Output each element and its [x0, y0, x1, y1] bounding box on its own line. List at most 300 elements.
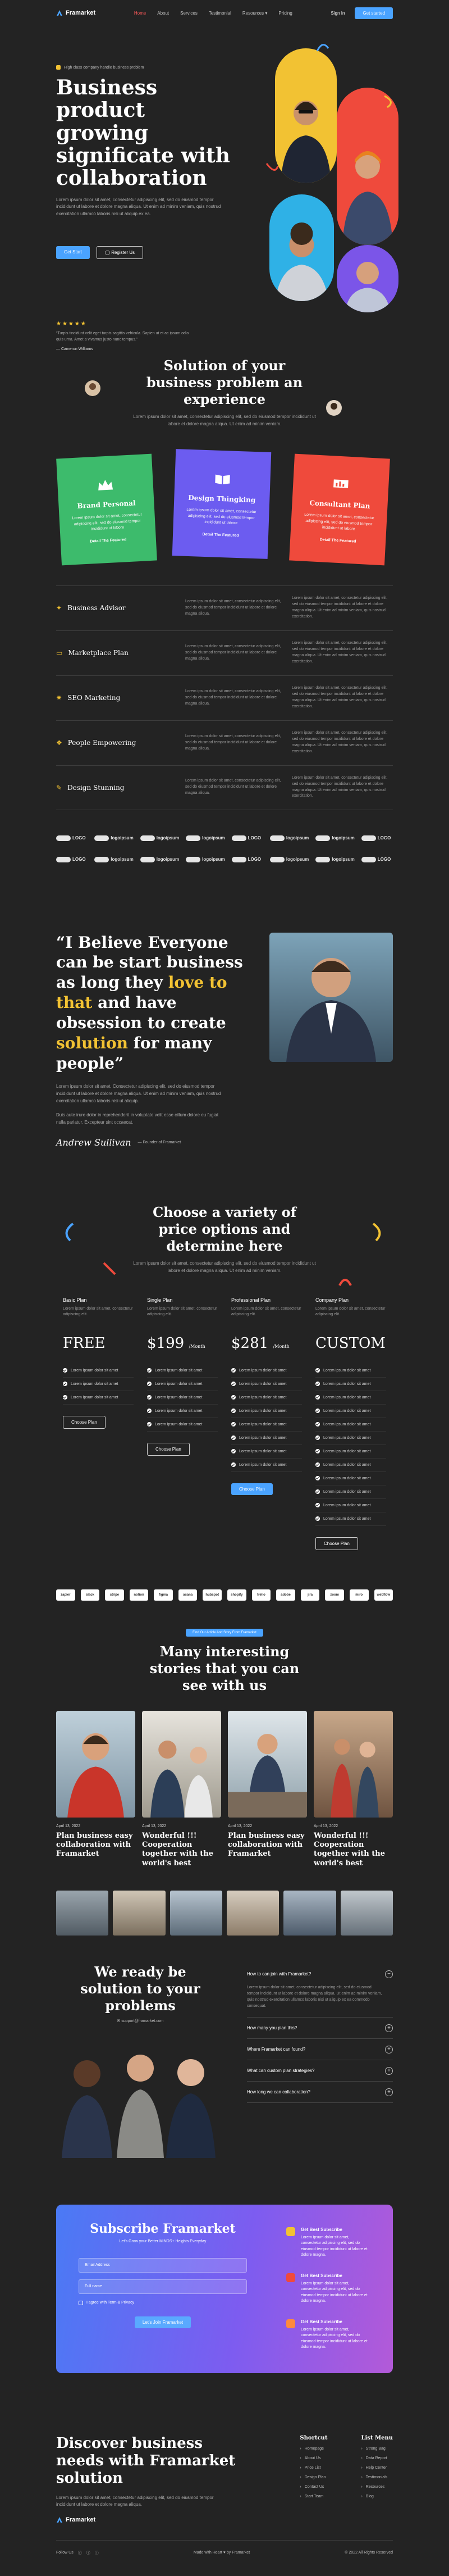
- subscribe-form: [79, 2221, 247, 2356]
- arrow-right-icon: ›: [300, 2494, 301, 2498]
- plan-name: Professional Plan: [231, 1297, 271, 1303]
- logo-text: LOGO: [377, 857, 391, 862]
- footer: [0, 2435, 449, 2576]
- feature-label: Lorem ipsum dolor sit amet: [239, 1409, 287, 1413]
- partner-logo: [94, 833, 133, 844]
- footer-link[interactable]: [361, 2447, 393, 2451]
- check-icon: [315, 1409, 320, 1413]
- feature-label: Lorem ipsum dolor sit amet: [239, 1368, 287, 1373]
- check-icon: [147, 1422, 152, 1426]
- arrow-right-icon: ›: [361, 2465, 363, 2470]
- feature-list: [0, 585, 449, 865]
- integration-badge: stripe: [105, 1589, 124, 1601]
- minus-icon: −: [385, 1970, 393, 1978]
- feature-name-label: People Empowering: [67, 739, 136, 747]
- footer-link-label: Start Team: [304, 2494, 324, 2498]
- plan-desc: Lorem ipsum dolor sit amet, consectetur adipiscing elit.: [63, 1306, 133, 1317]
- blog-title-link[interactable]: Wonderful !!! Cooperation together with the world's best: [314, 1831, 385, 1868]
- logo-mark-icon: [140, 857, 155, 862]
- card-cta-link[interactable]: Detail The Featured: [202, 531, 239, 538]
- plan-basic: [56, 1297, 140, 1550]
- faq-question-text: What can custom plan strategies?: [247, 2068, 315, 2074]
- man-beanie-photo: [337, 138, 398, 245]
- footer-link[interactable]: [300, 2456, 327, 2460]
- hero-get-start-button[interactable]: Get Start: [56, 246, 90, 259]
- footer-bottom: [56, 2540, 393, 2565]
- plan-feature: [63, 1364, 134, 1378]
- top-navbar: [0, 0, 449, 26]
- blog-title-link[interactable]: Wonderful !!! Cooperation together with the world's best: [142, 1831, 213, 1868]
- feature-name-label: Business Advisor: [67, 604, 126, 612]
- full-name-field[interactable]: [79, 2279, 247, 2294]
- blog-image: [56, 1711, 135, 1818]
- star-badge-icon: ✦: [56, 604, 62, 612]
- nav-item-testimonial[interactable]: Testimonial: [208, 10, 231, 16]
- subscribe-section: [0, 2205, 449, 2373]
- feature-text-a: Lorem ipsum dolor sit amet, consectetur adipiscing elit, sed do eiusmod tempor incididunt ut labore et dolore magna aliqua.: [185, 689, 281, 706]
- plan-price-value: $199: [147, 1334, 185, 1352]
- quote-part: and have obsession to create: [56, 993, 226, 1032]
- feature-name-label: SEO Marketing: [67, 694, 121, 702]
- quote-content: [56, 933, 247, 1148]
- logo-text: logoipsum: [332, 857, 355, 862]
- footer-link[interactable]: [300, 2447, 327, 2451]
- partner-logo: [94, 854, 133, 865]
- logo-mark-icon: [315, 835, 330, 841]
- logo-text: logoipsum: [332, 835, 355, 841]
- plan-feature: [315, 1445, 386, 1459]
- footer-link[interactable]: [300, 2495, 327, 2498]
- office-meeting-photo: [142, 1711, 221, 1818]
- integration-badges: [56, 1589, 393, 1601]
- feature-label: Lorem ipsum dolor sit amet: [323, 1368, 371, 1373]
- footer-about: [56, 2435, 241, 2523]
- benefit-item: [286, 2227, 370, 2259]
- quote-body: Lorem ipsum dolor sit amet. Consectetur adipiscing elit, sed do eiusmod tempor incididunt ut labore et dolore magna aliqua. Ut enim ad minim veniam, quis nostrud exercitation ullamco laboris nisi ut aliquip.: [56, 1084, 221, 1103]
- nav-actions: [331, 7, 393, 19]
- footer-link-label: Contact Us: [304, 2484, 324, 2489]
- logo-mark-icon: [56, 835, 71, 841]
- avatar-circle-icon: [326, 399, 342, 416]
- founder-portrait-photo: [269, 933, 393, 1062]
- integration-badge: hubspot: [203, 1589, 222, 1601]
- plan-features: [231, 1364, 302, 1472]
- check-icon: [231, 1382, 236, 1386]
- plan-feature: [231, 1405, 302, 1418]
- office-walk-photo: [314, 1711, 393, 1818]
- logo-text: logoipsum: [202, 857, 225, 862]
- plan-feature: [315, 1499, 386, 1512]
- gallery-image: [170, 1891, 222, 1936]
- nav-item-services[interactable]: Services: [180, 10, 198, 16]
- logo-text: LOGO: [72, 857, 86, 862]
- check-icon: [231, 1449, 236, 1453]
- blog-card[interactable]: [56, 1711, 135, 1868]
- feature-text-a: Lorem ipsum dolor sit amet, consectetur adipiscing elit, sed do eiusmod tempor incididunt ut labore et dolore magna aliqua.: [185, 644, 281, 661]
- instagram-icon[interactable]: ⓘ: [94, 2551, 99, 2555]
- footer-link[interactable]: [361, 2485, 393, 2489]
- partner-logo: [186, 854, 224, 865]
- nav-item-pricing[interactable]: Pricing: [278, 10, 292, 16]
- check-icon: [231, 1395, 236, 1400]
- logo-mark-icon: [186, 835, 200, 841]
- check-icon: [315, 1516, 320, 1521]
- chevron-down-icon: ▾: [265, 10, 268, 16]
- quote-highlight: solution: [56, 1033, 129, 1052]
- integration-badge: jira: [301, 1589, 320, 1601]
- integration-badge: slack: [81, 1589, 100, 1601]
- footer-link-label: Blog: [365, 2494, 374, 2498]
- feature-text-b: Lorem ipsum dolor sit amet, consectetur adipiscing elit, sed do eiusmod tempor incididunt ut labore et dolore magna aliqua. Ut enim ad minim veniam, quis nostrud exercitation.: [292, 731, 388, 753]
- hero-review: “Turpis tincidunt velit eget turpis sagittis vehicula. Sapien ut et ac ipsum odio quis urna. Amet a vivamus justo nunc tempus.”: [56, 331, 189, 342]
- partner-logo: [56, 833, 88, 844]
- brand-mark-icon: [56, 2516, 63, 2523]
- footer-link-label: Price List: [304, 2465, 321, 2470]
- faq-question[interactable]: [247, 2039, 393, 2060]
- partner-logo: [315, 854, 354, 865]
- benefit-text: Lorem ipsum dolor sit amet, consectetur adipiscing elit, sed do eiusmod tempor incididunt ut labore et dolore magna.: [301, 2327, 368, 2350]
- crown-icon: [97, 478, 114, 492]
- card-cta-link[interactable]: Detail The Featured: [319, 537, 356, 543]
- feature-label: Lorem ipsum dolor sit amet: [323, 1449, 371, 1453]
- arrow-right-icon: ›: [361, 2456, 363, 2460]
- plan-price: [231, 1335, 302, 1352]
- feature-label: Lorem ipsum dolor sit amet: [323, 1476, 371, 1480]
- blog-tag-wrap: [56, 1629, 393, 1637]
- card-brand-personal[interactable]: [56, 453, 157, 565]
- plan-feature: [147, 1405, 218, 1418]
- plan-feature: [315, 1378, 386, 1391]
- blog-date: April 13, 2022: [142, 1824, 167, 1828]
- plus-icon: +: [385, 2024, 393, 2032]
- logo-mark-icon: [94, 835, 109, 841]
- plan-company: [309, 1297, 393, 1550]
- feature-label: Lorem ipsum dolor sit amet: [155, 1368, 203, 1373]
- quote-highlight: love to that: [56, 973, 227, 1012]
- squiggle-decoration-icon: [370, 1221, 387, 1243]
- footer-brand[interactable]: [56, 2516, 241, 2523]
- plan-price-period: /Month: [189, 1343, 205, 1349]
- blog-card[interactable]: [142, 1711, 221, 1868]
- solution-title: Solution of your business problem an experience: [146, 357, 303, 407]
- arrow-right-icon: ›: [361, 2494, 363, 2498]
- hero-note-text: High class company handle business problem: [64, 65, 144, 70]
- mail-icon: ✉: [117, 2019, 122, 2023]
- integration-badge: trello: [252, 1589, 271, 1601]
- faq-answer: Lorem ipsum dolor sit amet, consectetur adipiscing elit, sed do eiusmod tempor incididunt ut labore et dolore magna aliqua. Ut enim ad minim veniam, quis nostrud exercitation ullamco laboris nisi ut aliquip ex ea commodo consequat.: [247, 1985, 393, 2018]
- check-icon: [315, 1462, 320, 1467]
- feature-text-a: Lorem ipsum dolor sit amet, consectetur adipiscing elit, sed do eiusmod tempor incididunt ut labore et dolore magna aliqua.: [185, 599, 281, 616]
- pricing-title: Choose a variety of price options and determine here: [153, 1204, 296, 1255]
- arrow-right-icon: ›: [361, 2446, 363, 2451]
- card-cta-link[interactable]: Detail The Featured: [90, 537, 127, 543]
- man-smiling-photo: [337, 251, 398, 312]
- faq-question-text: How to can join with Framarket?: [247, 1971, 311, 1977]
- footer-link[interactable]: [361, 2495, 393, 2498]
- check-icon: [315, 1368, 320, 1373]
- hero-title: Business product growing significate with collaboration: [56, 76, 230, 190]
- logo-text: logoipsum: [111, 835, 134, 841]
- check-icon: [147, 1409, 152, 1413]
- logo-text: LOGO: [248, 835, 262, 841]
- feature-label: Lorem ipsum dolor sit amet: [239, 1449, 287, 1453]
- plan-price-value: FREE: [63, 1334, 106, 1352]
- plan-feature: [231, 1445, 302, 1459]
- blog-card[interactable]: [228, 1711, 307, 1868]
- feature-label: Lorem ipsum dolor sit amet: [323, 1435, 371, 1440]
- gear-icon: ✷: [56, 694, 62, 702]
- follow-label: Follow Us: [56, 2551, 74, 2555]
- plan-feature: [231, 1391, 302, 1405]
- plan-feature: [315, 1418, 386, 1432]
- logo-mark-icon: [361, 857, 376, 862]
- brand-name: Framarket: [66, 10, 96, 16]
- partner-logo: [56, 854, 88, 865]
- plan-desc: Lorem ipsum dolor sit amet, consectetur adipiscing elit.: [147, 1306, 217, 1317]
- integration-badge: miro: [350, 1589, 369, 1601]
- brand-logo[interactable]: [56, 10, 95, 16]
- squiggle-decoration-icon: [382, 93, 398, 110]
- card-consultant-plan[interactable]: [289, 453, 390, 565]
- hero-arch-orange: [275, 48, 337, 183]
- hero-note: [56, 65, 241, 70]
- footer-link[interactable]: [300, 2485, 327, 2489]
- feature-row: [56, 585, 393, 630]
- feature-name: [56, 694, 185, 702]
- service-cards: [0, 451, 449, 585]
- feature-label: Lorem ipsum dolor sit amet: [323, 1503, 371, 1507]
- check-icon: [147, 1395, 152, 1400]
- rating-stars-icon: ★★★★★: [56, 320, 87, 327]
- faq-question[interactable]: [247, 2082, 393, 2103]
- logo-mark-icon: [315, 857, 330, 862]
- check-icon: [231, 1368, 236, 1373]
- feature-label: Lorem ipsum dolor sit amet: [323, 1516, 371, 1521]
- join-button[interactable]: Let's Join Framarket: [135, 2316, 191, 2328]
- footer-link[interactable]: [300, 2466, 327, 2470]
- card-text: Lorem ipsum dolor sit amet, consectetur adipiscing elit, sed do eiusmod tempor incididunt ut labore: [304, 512, 374, 531]
- benefit-text: Lorem ipsum dolor sit amet, consectetur adipiscing elit, sed do eiusmod tempor incididunt ut labore et dolore magna.: [301, 2281, 368, 2304]
- join-button-wrap: [79, 2316, 247, 2328]
- plan-feature: [315, 1391, 386, 1405]
- plan-feature: [315, 1432, 386, 1445]
- card-text: Lorem ipsum dolor sit amet, consectetur adipiscing elit, sed do eiusmod tempor incididunt ut labore: [186, 507, 256, 525]
- plan-feature: [147, 1418, 218, 1432]
- card-text: Lorem ipsum dolor sit amet, consectetur adipiscing elit, sed do eiusmod tempor incididunt ut labore: [72, 512, 143, 531]
- footer-link-label: Testimonials: [365, 2475, 388, 2479]
- solution-subtitle: Lorem ipsum dolor sit amet, consectetur adipiscing elit, sed do eiusmod tempor incididunt ut labore et dolore magna aliqua. Ut enim ad minim veniam.: [133, 414, 316, 426]
- footer-link[interactable]: [361, 2456, 393, 2460]
- plan-name: Single Plan: [147, 1297, 173, 1303]
- heart-icon: [286, 2273, 295, 2282]
- twitter-icon[interactable]: ⓣ: [86, 2551, 90, 2555]
- plan-price-value: CUSTOM: [315, 1334, 386, 1352]
- feature-name: [56, 784, 185, 792]
- feature-label: Lorem ipsum dolor sit amet: [71, 1395, 118, 1400]
- team-three-men-photo: [56, 2029, 224, 2158]
- hero-register-button[interactable]: [97, 246, 143, 259]
- quote-part: for many people”: [56, 1033, 212, 1073]
- agree-checkbox[interactable]: [79, 2301, 83, 2305]
- plan-feature: [315, 1472, 386, 1485]
- plus-icon: +: [385, 2088, 393, 2096]
- blog-image: [228, 1711, 307, 1818]
- feature-label: Lorem ipsum dolor sit amet: [323, 1395, 371, 1400]
- logo-mark-icon: [56, 857, 71, 862]
- faq-question-open[interactable]: [247, 1964, 393, 1985]
- nav-item-home[interactable]: Home: [134, 10, 146, 16]
- presentation-icon: [332, 478, 350, 492]
- logo-text: logoipsum: [202, 835, 225, 841]
- footer-link[interactable]: [361, 2466, 393, 2470]
- benefit-title: Get Best Subscribe: [301, 2227, 342, 2232]
- logo-mark-icon: [140, 835, 155, 841]
- plan-desc: Lorem ipsum dolor sit amet, consectetur adipiscing elit.: [315, 1306, 386, 1317]
- email-field[interactable]: [79, 2258, 247, 2273]
- footer-link-label: Strong Bag: [365, 2446, 386, 2451]
- pricing-section: [0, 1204, 449, 1601]
- footer-col-shortcut: [300, 2435, 327, 2523]
- plan-desc: Lorem ipsum dolor sit amet, consectetur adipiscing elit.: [231, 1306, 301, 1317]
- partner-logo: [361, 833, 393, 844]
- faq-question-text: Where Framarket can found?: [247, 2047, 306, 2052]
- plan-price: [63, 1335, 134, 1352]
- feature-label: Lorem ipsum dolor sit amet: [155, 1422, 203, 1426]
- gallery-image: [283, 1891, 336, 1936]
- nav-item-about[interactable]: About: [157, 10, 169, 16]
- plan-feature: [315, 1485, 386, 1499]
- faq-question[interactable]: [247, 2060, 393, 2082]
- blog-date: April 13, 2022: [228, 1824, 253, 1828]
- footer-link-label: Data Report: [365, 2456, 387, 2460]
- partner-logo: [186, 833, 224, 844]
- plan-price-value: $281: [231, 1334, 269, 1352]
- arrow-right-icon: ›: [300, 2465, 301, 2470]
- feature-row: [56, 675, 393, 720]
- blog-image: [142, 1711, 221, 1818]
- subscribe-benefits: [247, 2221, 370, 2356]
- choose-plan-button[interactable]: Choose Plan: [231, 1483, 273, 1495]
- integration-badge: zapier: [56, 1589, 75, 1601]
- man-glasses-photo: [275, 88, 337, 183]
- feature-row: [56, 720, 393, 765]
- man-red-sweater-photo: [56, 1711, 135, 1818]
- note-icon: [56, 65, 61, 70]
- squiggle-decoration-icon: [62, 1221, 79, 1243]
- check-icon: [315, 1489, 320, 1494]
- logo-mark-icon: [186, 857, 200, 862]
- choose-plan-button[interactable]: Choose Plan: [147, 1443, 190, 1456]
- card-design-thinking[interactable]: [172, 449, 272, 559]
- feature-label: Lorem ipsum dolor sit amet: [155, 1395, 203, 1400]
- footer-description: Lorem ipsum dolor sit amet, consectetur adipiscing elit, sed do eiusmod tempor incididunt ut labore et dolore magna aliqua.: [56, 2495, 214, 2507]
- get-started-button[interactable]: Get started: [355, 7, 393, 19]
- agree-label: I agree with Term & Privacy: [86, 2301, 135, 2305]
- plan-features: [63, 1364, 134, 1405]
- blog-card[interactable]: [314, 1711, 393, 1868]
- check-icon: [315, 1422, 320, 1426]
- feature-label: Lorem ipsum dolor sit amet: [239, 1382, 287, 1386]
- blog-title-link[interactable]: Plan business easy collaboration with Framarket: [56, 1831, 133, 1859]
- faq-question-text: How many you plan this?: [247, 2025, 297, 2031]
- logo-text: logoipsum: [156, 835, 180, 841]
- feature-text-a: Lorem ipsum dolor sit amet, consectetur adipiscing elit, sed do eiusmod tempor incididunt ut labore et dolore magna aliqua.: [185, 779, 281, 796]
- founder-quote-section: [0, 933, 449, 1148]
- feature-label: Lorem ipsum dolor sit amet: [71, 1382, 118, 1386]
- check-icon: [315, 1435, 320, 1440]
- plan-name: Basic Plan: [63, 1297, 87, 1303]
- choose-plan-button[interactable]: Choose Plan: [63, 1416, 106, 1429]
- plan-features: [315, 1364, 386, 1526]
- main-menu: [134, 11, 292, 16]
- check-icon: [147, 1382, 152, 1386]
- footer-columns: [300, 2435, 393, 2523]
- blog-title-link[interactable]: Plan business easy collaboration with Framarket: [228, 1831, 305, 1859]
- logo-text: LOGO: [248, 857, 262, 862]
- hero-arch-purple: [337, 245, 398, 312]
- plan-feature: [147, 1391, 218, 1405]
- check-icon: [63, 1395, 67, 1400]
- facebook-icon[interactable]: ⓕ: [77, 2551, 82, 2555]
- faq-question[interactable]: [247, 2018, 393, 2039]
- feature-label: Lorem ipsum dolor sit amet: [239, 1422, 287, 1426]
- partner-logo: [270, 833, 309, 844]
- footer-link[interactable]: [361, 2475, 393, 2479]
- subscribe-box: [56, 2205, 393, 2373]
- plus-icon: +: [385, 2067, 393, 2075]
- plan-feature: [315, 1459, 386, 1472]
- plan-feature: [231, 1418, 302, 1432]
- plan-feature: [231, 1364, 302, 1378]
- plan-feature: [147, 1364, 218, 1378]
- support-email-text: support@framarket.com: [121, 2019, 164, 2023]
- arrow-right-icon: ›: [300, 2456, 301, 2460]
- blog-date: April 13, 2022: [314, 1824, 338, 1828]
- feature-text-b: Lorem ipsum dolor sit amet, consectetur adipiscing elit, sed do eiusmod tempor incididunt ut labore et dolore magna aliqua. Ut enim ad minim veniam, quis nostrud exercitation.: [292, 775, 388, 798]
- feature-label: Lorem ipsum dolor sit amet: [155, 1382, 203, 1386]
- feature-name: [56, 604, 185, 612]
- integration-badge: zoom: [325, 1589, 344, 1601]
- logo-mark-icon: [270, 835, 285, 841]
- benefit-item: [286, 2319, 370, 2351]
- footer-link-label: About Us: [304, 2456, 321, 2460]
- gift-icon: [286, 2319, 295, 2328]
- support-email[interactable]: [56, 2019, 224, 2023]
- check-icon: [147, 1368, 152, 1373]
- nav-item-resources[interactable]: [242, 11, 268, 16]
- subscribe-title: Subscribe Framarket: [90, 2221, 236, 2236]
- quote-body: Duis aute irure dolor in reprehenderit in voluptate velit esse cillum dolore eu fugiat nulla pariatur. Excepteur sint occaecat.: [56, 1112, 219, 1125]
- feature-name: [56, 739, 185, 747]
- choose-plan-button[interactable]: Choose Plan: [315, 1537, 358, 1550]
- feature-label: Lorem ipsum dolor sit amet: [239, 1462, 287, 1467]
- check-icon: [63, 1368, 67, 1373]
- check-icon: [315, 1382, 320, 1386]
- footer-link[interactable]: [300, 2475, 327, 2479]
- hero-content: [56, 65, 241, 351]
- faq-title: We ready be solution to your problems: [80, 1963, 200, 2014]
- copyright-text: © 2022 All Rights Reserved: [345, 2551, 393, 2555]
- brand-mark-icon: [56, 10, 63, 16]
- partner-logo: [140, 833, 179, 844]
- solution-section: [0, 318, 449, 865]
- logo-text: logoipsum: [286, 835, 309, 841]
- signin-link[interactable]: Sign In: [331, 10, 345, 16]
- logo-text: logoipsum: [156, 857, 180, 862]
- feature-row: [56, 765, 393, 810]
- footer-col-title: List Menu: [361, 2434, 393, 2441]
- faq-list: [247, 1964, 393, 2160]
